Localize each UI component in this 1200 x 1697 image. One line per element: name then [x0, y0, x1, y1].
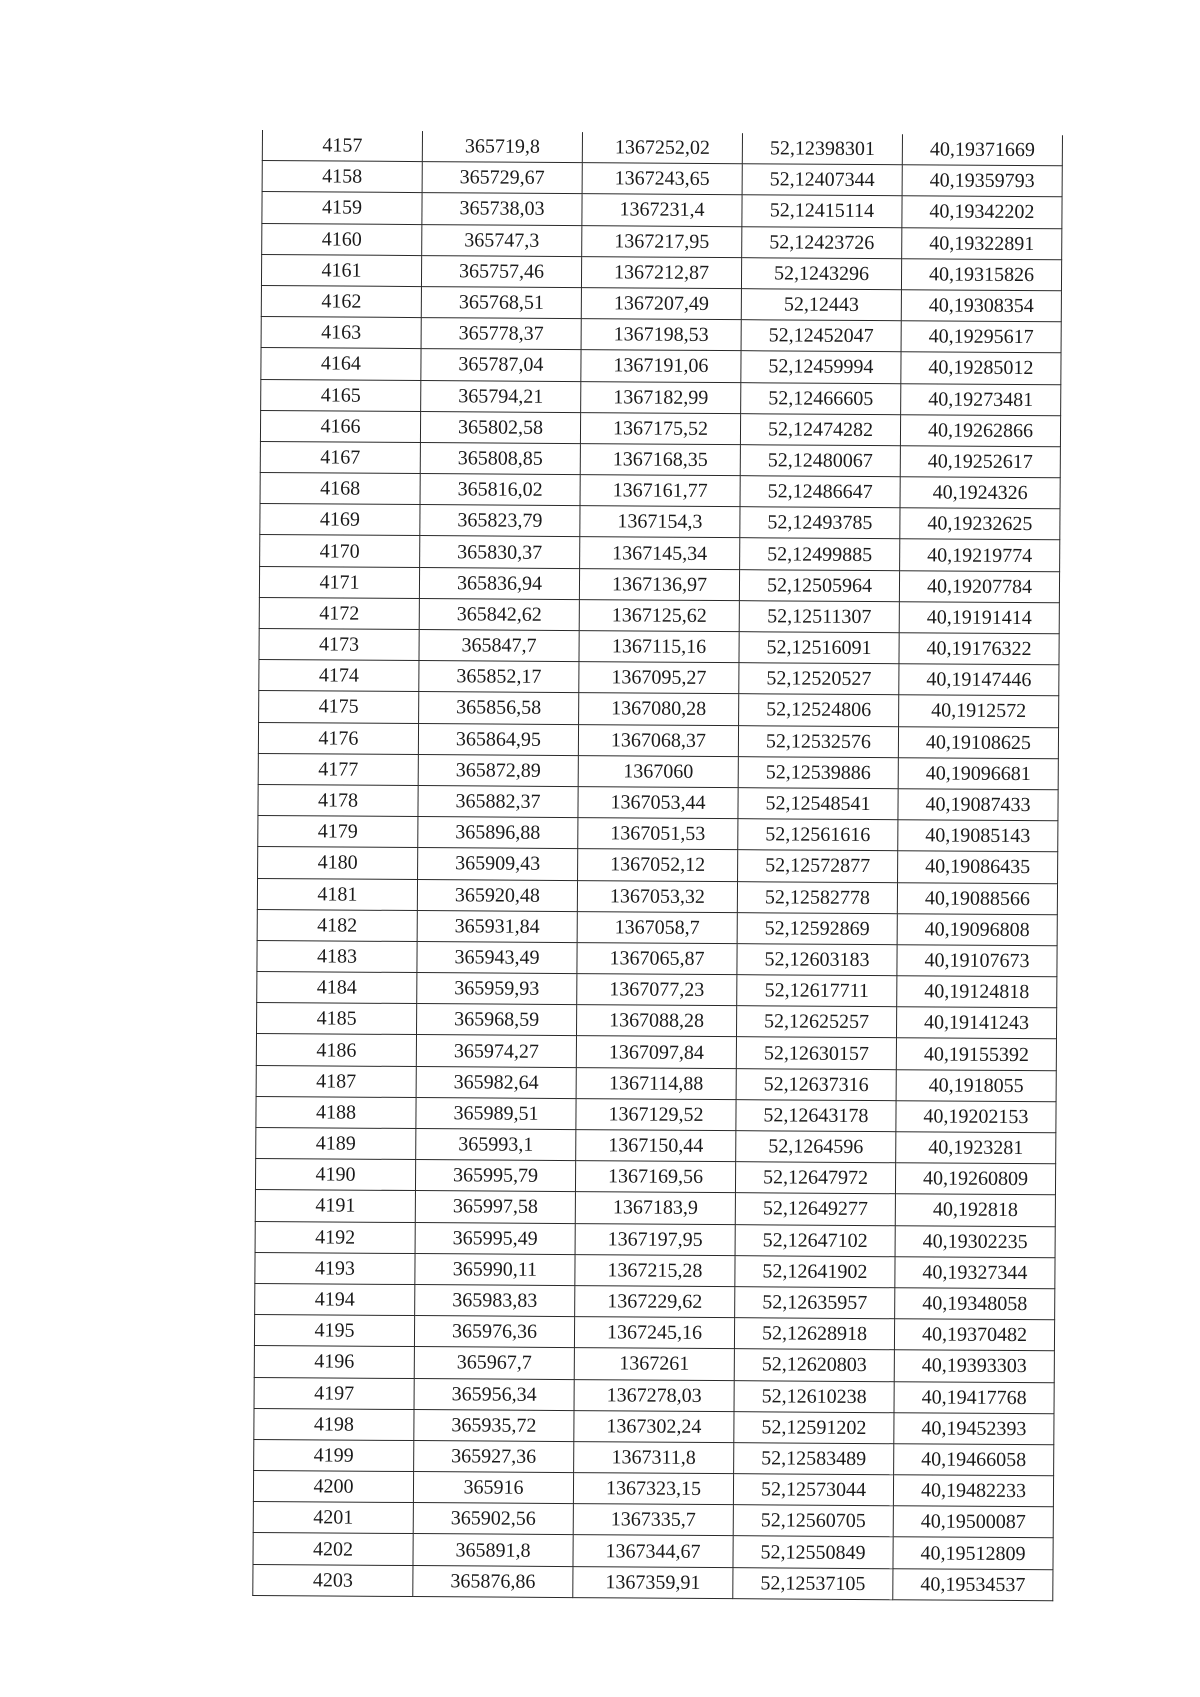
- point-number-cell: 4184: [257, 972, 417, 1004]
- latitude-cell: 52,12582778: [737, 881, 897, 913]
- longitude-cell: 40,19108625: [898, 726, 1058, 758]
- point-number-cell: 4189: [256, 1127, 416, 1159]
- longitude-cell: 40,19285012: [901, 352, 1061, 384]
- y-coordinate-cell: 1367197,95: [575, 1223, 735, 1255]
- point-number-cell: 4171: [259, 566, 419, 598]
- y-coordinate-cell: 1367065,87: [577, 942, 737, 974]
- x-coordinate-cell: 365768,51: [421, 286, 581, 318]
- latitude-cell: 52,12591202: [734, 1411, 894, 1443]
- point-number-cell: 4169: [260, 504, 420, 536]
- latitude-cell: 52,12583489: [734, 1443, 894, 1475]
- y-coordinate-cell: 1367261: [574, 1348, 734, 1380]
- latitude-cell: 52,12610238: [734, 1380, 894, 1412]
- x-coordinate-cell: 365995,49: [415, 1222, 575, 1254]
- x-coordinate-cell: 365974,27: [416, 1035, 576, 1067]
- point-number-cell: 4186: [256, 1034, 416, 1066]
- longitude-cell: 40,19096808: [897, 913, 1057, 945]
- y-coordinate-cell: 1367145,34: [580, 537, 740, 569]
- y-coordinate-cell: 1367243,65: [582, 163, 742, 195]
- point-number-cell: 4194: [255, 1283, 415, 1315]
- y-coordinate-cell: 1367212,87: [581, 256, 741, 288]
- x-coordinate-cell: 365794,21: [421, 380, 581, 412]
- x-coordinate-cell: 365997,58: [415, 1191, 575, 1223]
- latitude-cell: 52,12511307: [739, 600, 899, 632]
- longitude-cell: 40,19262866: [900, 414, 1060, 446]
- y-coordinate-cell: 1367335,7: [573, 1504, 733, 1536]
- x-coordinate-cell: 365856,58: [419, 692, 579, 724]
- y-coordinate-cell: 1367097,84: [576, 1036, 736, 1068]
- longitude-cell: 40,19232625: [900, 508, 1060, 540]
- point-number-cell: 4200: [253, 1471, 413, 1503]
- y-coordinate-cell: 1367115,16: [579, 631, 739, 663]
- x-coordinate-cell: 365757,46: [421, 255, 581, 287]
- x-coordinate-cell: 365729,67: [422, 162, 582, 194]
- point-number-cell: 4177: [258, 753, 418, 785]
- latitude-cell: 52,12499885: [740, 538, 900, 570]
- longitude-cell: 40,19176322: [899, 633, 1059, 665]
- x-coordinate-cell: 365802,58: [420, 411, 580, 443]
- y-coordinate-cell: 1367169,56: [575, 1161, 735, 1193]
- y-coordinate-cell: 1367302,24: [574, 1410, 734, 1442]
- longitude-cell: 40,19512809: [893, 1537, 1053, 1569]
- longitude-cell: 40,19202153: [896, 1101, 1056, 1133]
- longitude-cell: 40,19087433: [898, 789, 1058, 821]
- point-number-cell: 4202: [253, 1533, 413, 1565]
- x-coordinate-cell: 365967,7: [414, 1347, 574, 1379]
- coordinates-table: [252, 130, 1063, 1601]
- point-number-cell: 4179: [258, 816, 418, 848]
- longitude-cell: 40,19302235: [895, 1225, 1055, 1257]
- latitude-cell: 52,12398301: [742, 133, 902, 165]
- longitude-cell: 40,1912572: [899, 695, 1059, 727]
- latitude-cell: 52,12603183: [737, 944, 897, 976]
- y-coordinate-cell: 1367114,88: [576, 1067, 736, 1099]
- x-coordinate-cell: 365842,62: [419, 598, 579, 630]
- y-coordinate-cell: 1367077,23: [577, 974, 737, 1006]
- y-coordinate-cell: 1367198,53: [581, 319, 741, 351]
- x-coordinate-cell: 365778,37: [421, 318, 581, 350]
- x-coordinate-cell: 365872,89: [418, 754, 578, 786]
- point-number-cell: 4183: [257, 940, 417, 972]
- latitude-cell: 52,12452047: [741, 320, 901, 352]
- latitude-cell: 52,12532576: [738, 725, 898, 757]
- y-coordinate-cell: 1367136,97: [579, 568, 739, 600]
- longitude-cell: 40,19219774: [900, 539, 1060, 571]
- y-coordinate-cell: 1367231,4: [582, 194, 742, 226]
- latitude-cell: 52,12459994: [741, 351, 901, 383]
- longitude-cell: 40,19295617: [901, 321, 1061, 353]
- point-number-cell: 4203: [253, 1564, 413, 1596]
- latitude-cell: 52,12550849: [733, 1536, 893, 1568]
- point-number-cell: 4198: [254, 1408, 414, 1440]
- y-coordinate-cell: 1367252,02: [582, 132, 742, 164]
- point-number-cell: 4162: [261, 285, 421, 317]
- longitude-cell: 40,19371669: [902, 134, 1062, 166]
- point-number-cell: 4197: [254, 1377, 414, 1409]
- y-coordinate-cell: 1367154,3: [580, 506, 740, 538]
- x-coordinate-cell: 365747,3: [422, 224, 582, 256]
- point-number-cell: 4201: [253, 1502, 413, 1534]
- point-number-cell: 4168: [260, 473, 420, 505]
- latitude-cell: 52,12630157: [736, 1037, 896, 1069]
- x-coordinate-cell: 365976,36: [414, 1316, 574, 1348]
- y-coordinate-cell: 1367051,53: [578, 818, 738, 850]
- latitude-cell: 52,12637316: [736, 1068, 896, 1100]
- point-number-cell: 4176: [258, 722, 418, 754]
- latitude-cell: 52,12560705: [733, 1505, 893, 1537]
- y-coordinate-cell: 1367080,28: [579, 693, 739, 725]
- table-row: [253, 1564, 1053, 1600]
- latitude-cell: 52,1264596: [736, 1131, 896, 1163]
- longitude-cell: 40,19147446: [899, 664, 1059, 696]
- latitude-cell: 52,12423726: [742, 226, 902, 258]
- longitude-cell: 40,19086435: [898, 851, 1058, 883]
- point-number-cell: 4187: [256, 1065, 416, 1097]
- y-coordinate-cell: 1367150,44: [576, 1130, 736, 1162]
- x-coordinate-cell: 365847,7: [419, 630, 579, 662]
- longitude-cell: 40,19085143: [898, 820, 1058, 852]
- point-number-cell: 4181: [257, 878, 417, 910]
- point-number-cell: 4164: [261, 348, 421, 380]
- y-coordinate-cell: 1367182,99: [581, 381, 741, 413]
- point-number-cell: 4167: [260, 441, 420, 473]
- longitude-cell: 40,19315826: [901, 258, 1061, 290]
- latitude-cell: 52,12647102: [735, 1224, 895, 1256]
- latitude-cell: 52,12474282: [740, 413, 900, 445]
- x-coordinate-cell: 365902,56: [413, 1503, 573, 1535]
- latitude-cell: 52,12537105: [733, 1567, 893, 1599]
- x-coordinate-cell: 365719,8: [422, 131, 582, 163]
- latitude-cell: 52,12573044: [733, 1474, 893, 1506]
- y-coordinate-cell: 1367095,27: [579, 662, 739, 694]
- point-number-cell: 4163: [261, 317, 421, 349]
- x-coordinate-cell: 365808,85: [420, 442, 580, 474]
- point-number-cell: 4165: [261, 379, 421, 411]
- longitude-cell: 40,19260809: [895, 1163, 1055, 1195]
- y-coordinate-cell: 1367344,67: [573, 1535, 733, 1567]
- y-coordinate-cell: 1367060: [578, 755, 738, 787]
- longitude-cell: 40,19155392: [896, 1038, 1056, 1070]
- x-coordinate-cell: 365891,8: [413, 1534, 573, 1566]
- latitude-cell: 52,12415114: [742, 195, 902, 227]
- longitude-cell: 40,19359793: [902, 165, 1062, 197]
- longitude-cell: 40,19191414: [899, 602, 1059, 634]
- point-number-cell: 4166: [260, 410, 420, 442]
- point-number-cell: 4174: [259, 660, 419, 692]
- x-coordinate-cell: 365823,79: [420, 505, 580, 537]
- coordinates-table-body: [253, 130, 1063, 1601]
- point-number-cell: 4175: [259, 691, 419, 723]
- latitude-cell: 52,1243296: [741, 257, 901, 289]
- longitude-cell: 40,19252617: [900, 446, 1060, 478]
- latitude-cell: 52,12493785: [740, 507, 900, 539]
- point-number-cell: 4173: [259, 628, 419, 660]
- x-coordinate-cell: 365943,49: [417, 941, 577, 973]
- point-number-cell: 4190: [255, 1159, 415, 1191]
- point-number-cell: 4188: [256, 1096, 416, 1128]
- latitude-cell: 52,12524806: [739, 694, 899, 726]
- longitude-cell: 40,19141243: [896, 1007, 1056, 1039]
- y-coordinate-cell: 1367125,62: [579, 599, 739, 631]
- x-coordinate-cell: 365852,17: [419, 661, 579, 693]
- y-coordinate-cell: 1367053,44: [578, 787, 738, 819]
- point-number-cell: 4196: [254, 1346, 414, 1378]
- longitude-cell: 40,19207784: [899, 570, 1059, 602]
- x-coordinate-cell: 365787,04: [421, 349, 581, 381]
- x-coordinate-cell: 365956,34: [414, 1378, 574, 1410]
- y-coordinate-cell: 1367229,62: [575, 1286, 735, 1318]
- y-coordinate-cell: 1367191,06: [581, 350, 741, 382]
- y-coordinate-cell: 1367183,9: [575, 1192, 735, 1224]
- latitude-cell: 52,12617711: [737, 975, 897, 1007]
- x-coordinate-cell: 365738,03: [422, 193, 582, 225]
- longitude-cell: 40,19096681: [898, 757, 1058, 789]
- x-coordinate-cell: 365876,86: [413, 1565, 573, 1597]
- latitude-cell: 52,12592869: [737, 912, 897, 944]
- x-coordinate-cell: 365968,59: [417, 1004, 577, 1036]
- longitude-cell: 40,19466058: [894, 1444, 1054, 1476]
- longitude-cell: 40,19124818: [897, 976, 1057, 1008]
- y-coordinate-cell: 1367323,15: [573, 1473, 733, 1505]
- x-coordinate-cell: 365909,43: [418, 848, 578, 880]
- x-coordinate-cell: 365989,51: [416, 1097, 576, 1129]
- longitude-cell: 40,19534537: [893, 1568, 1053, 1600]
- latitude-cell: 52,12628918: [734, 1318, 894, 1350]
- point-number-cell: 4170: [260, 535, 420, 567]
- longitude-cell: 40,19322891: [902, 227, 1062, 259]
- y-coordinate-cell: 1367311,8: [574, 1441, 734, 1473]
- latitude-cell: 52,12649277: [735, 1193, 895, 1225]
- latitude-cell: 52,12505964: [739, 569, 899, 601]
- longitude-cell: 40,19273481: [901, 383, 1061, 415]
- x-coordinate-cell: 365959,93: [417, 973, 577, 1005]
- x-coordinate-cell: 365864,95: [418, 723, 578, 755]
- longitude-cell: 40,19107673: [897, 945, 1057, 977]
- longitude-cell: 40,19393303: [894, 1350, 1054, 1382]
- longitude-cell: 40,1918055: [896, 1069, 1056, 1101]
- y-coordinate-cell: 1367053,32: [577, 880, 737, 912]
- latitude-cell: 52,12643178: [736, 1099, 896, 1131]
- longitude-cell: 40,19482233: [893, 1475, 1053, 1507]
- y-coordinate-cell: 1367278,03: [574, 1379, 734, 1411]
- y-coordinate-cell: 1367215,28: [575, 1254, 735, 1286]
- x-coordinate-cell: 365995,79: [415, 1160, 575, 1192]
- x-coordinate-cell: 365927,36: [414, 1440, 574, 1472]
- point-number-cell: 4159: [262, 192, 422, 224]
- x-coordinate-cell: 365990,11: [415, 1253, 575, 1285]
- longitude-cell: 40,19452393: [894, 1412, 1054, 1444]
- y-coordinate-cell: 1367168,35: [580, 443, 740, 475]
- y-coordinate-cell: 1367129,52: [576, 1098, 736, 1130]
- y-coordinate-cell: 1367359,91: [573, 1566, 733, 1598]
- y-coordinate-cell: 1367088,28: [576, 1005, 736, 1037]
- x-coordinate-cell: 365935,72: [414, 1409, 574, 1441]
- x-coordinate-cell: 365882,37: [418, 785, 578, 817]
- latitude-cell: 52,12548541: [738, 788, 898, 820]
- point-number-cell: 4178: [258, 784, 418, 816]
- x-coordinate-cell: 365830,37: [420, 536, 580, 568]
- latitude-cell: 52,12480067: [740, 445, 900, 477]
- x-coordinate-cell: 365982,64: [416, 1066, 576, 1098]
- point-number-cell: 4180: [258, 847, 418, 879]
- latitude-cell: 52,12625257: [736, 1006, 896, 1038]
- point-number-cell: 4193: [255, 1252, 415, 1284]
- x-coordinate-cell: 365931,84: [417, 910, 577, 942]
- latitude-cell: 52,12407344: [742, 164, 902, 196]
- latitude-cell: 52,12443: [741, 289, 901, 321]
- point-number-cell: 4185: [257, 1003, 417, 1035]
- latitude-cell: 52,12516091: [739, 632, 899, 664]
- latitude-cell: 52,12620803: [734, 1349, 894, 1381]
- longitude-cell: 40,1924326: [900, 477, 1060, 509]
- latitude-cell: 52,12572877: [738, 850, 898, 882]
- point-number-cell: 4158: [262, 161, 422, 193]
- longitude-cell: 40,19342202: [902, 196, 1062, 228]
- x-coordinate-cell: 365896,88: [418, 817, 578, 849]
- longitude-cell: 40,19327344: [895, 1256, 1055, 1288]
- latitude-cell: 52,12520527: [739, 663, 899, 695]
- x-coordinate-cell: 365993,1: [416, 1129, 576, 1161]
- longitude-cell: 40,19088566: [897, 882, 1057, 914]
- latitude-cell: 52,12561616: [738, 819, 898, 851]
- latitude-cell: 52,12486647: [740, 476, 900, 508]
- x-coordinate-cell: 365916: [413, 1472, 573, 1504]
- y-coordinate-cell: 1367068,37: [578, 724, 738, 756]
- x-coordinate-cell: 365983,83: [415, 1284, 575, 1316]
- longitude-cell: 40,19500087: [893, 1506, 1053, 1538]
- longitude-cell: 40,19417768: [894, 1381, 1054, 1413]
- point-number-cell: 4161: [261, 254, 421, 286]
- y-coordinate-cell: 1367052,12: [578, 849, 738, 881]
- longitude-cell: 40,1923281: [896, 1132, 1056, 1164]
- y-coordinate-cell: 1367207,49: [581, 288, 741, 320]
- y-coordinate-cell: 1367161,77: [580, 475, 740, 507]
- longitude-cell: 40,192818: [895, 1194, 1055, 1226]
- x-coordinate-cell: 365836,94: [419, 567, 579, 599]
- x-coordinate-cell: 365920,48: [417, 879, 577, 911]
- y-coordinate-cell: 1367245,16: [574, 1317, 734, 1349]
- point-number-cell: 4172: [259, 597, 419, 629]
- latitude-cell: 52,12539886: [738, 756, 898, 788]
- longitude-cell: 40,19348058: [895, 1288, 1055, 1320]
- y-coordinate-cell: 1367175,52: [580, 412, 740, 444]
- point-number-cell: 4191: [255, 1190, 415, 1222]
- y-coordinate-cell: 1367217,95: [582, 225, 742, 257]
- point-number-cell: 4195: [254, 1315, 414, 1347]
- longitude-cell: 40,19370482: [894, 1319, 1054, 1351]
- point-number-cell: 4157: [262, 130, 422, 162]
- longitude-cell: 40,19308354: [901, 290, 1061, 322]
- latitude-cell: 52,12641902: [735, 1255, 895, 1287]
- latitude-cell: 52,12647972: [735, 1162, 895, 1194]
- point-number-cell: 4182: [257, 909, 417, 941]
- latitude-cell: 52,12635957: [735, 1287, 895, 1319]
- x-coordinate-cell: 365816,02: [420, 474, 580, 506]
- point-number-cell: 4160: [262, 223, 422, 255]
- point-number-cell: 4192: [255, 1221, 415, 1253]
- point-number-cell: 4199: [254, 1439, 414, 1471]
- latitude-cell: 52,12466605: [741, 382, 901, 414]
- y-coordinate-cell: 1367058,7: [577, 911, 737, 943]
